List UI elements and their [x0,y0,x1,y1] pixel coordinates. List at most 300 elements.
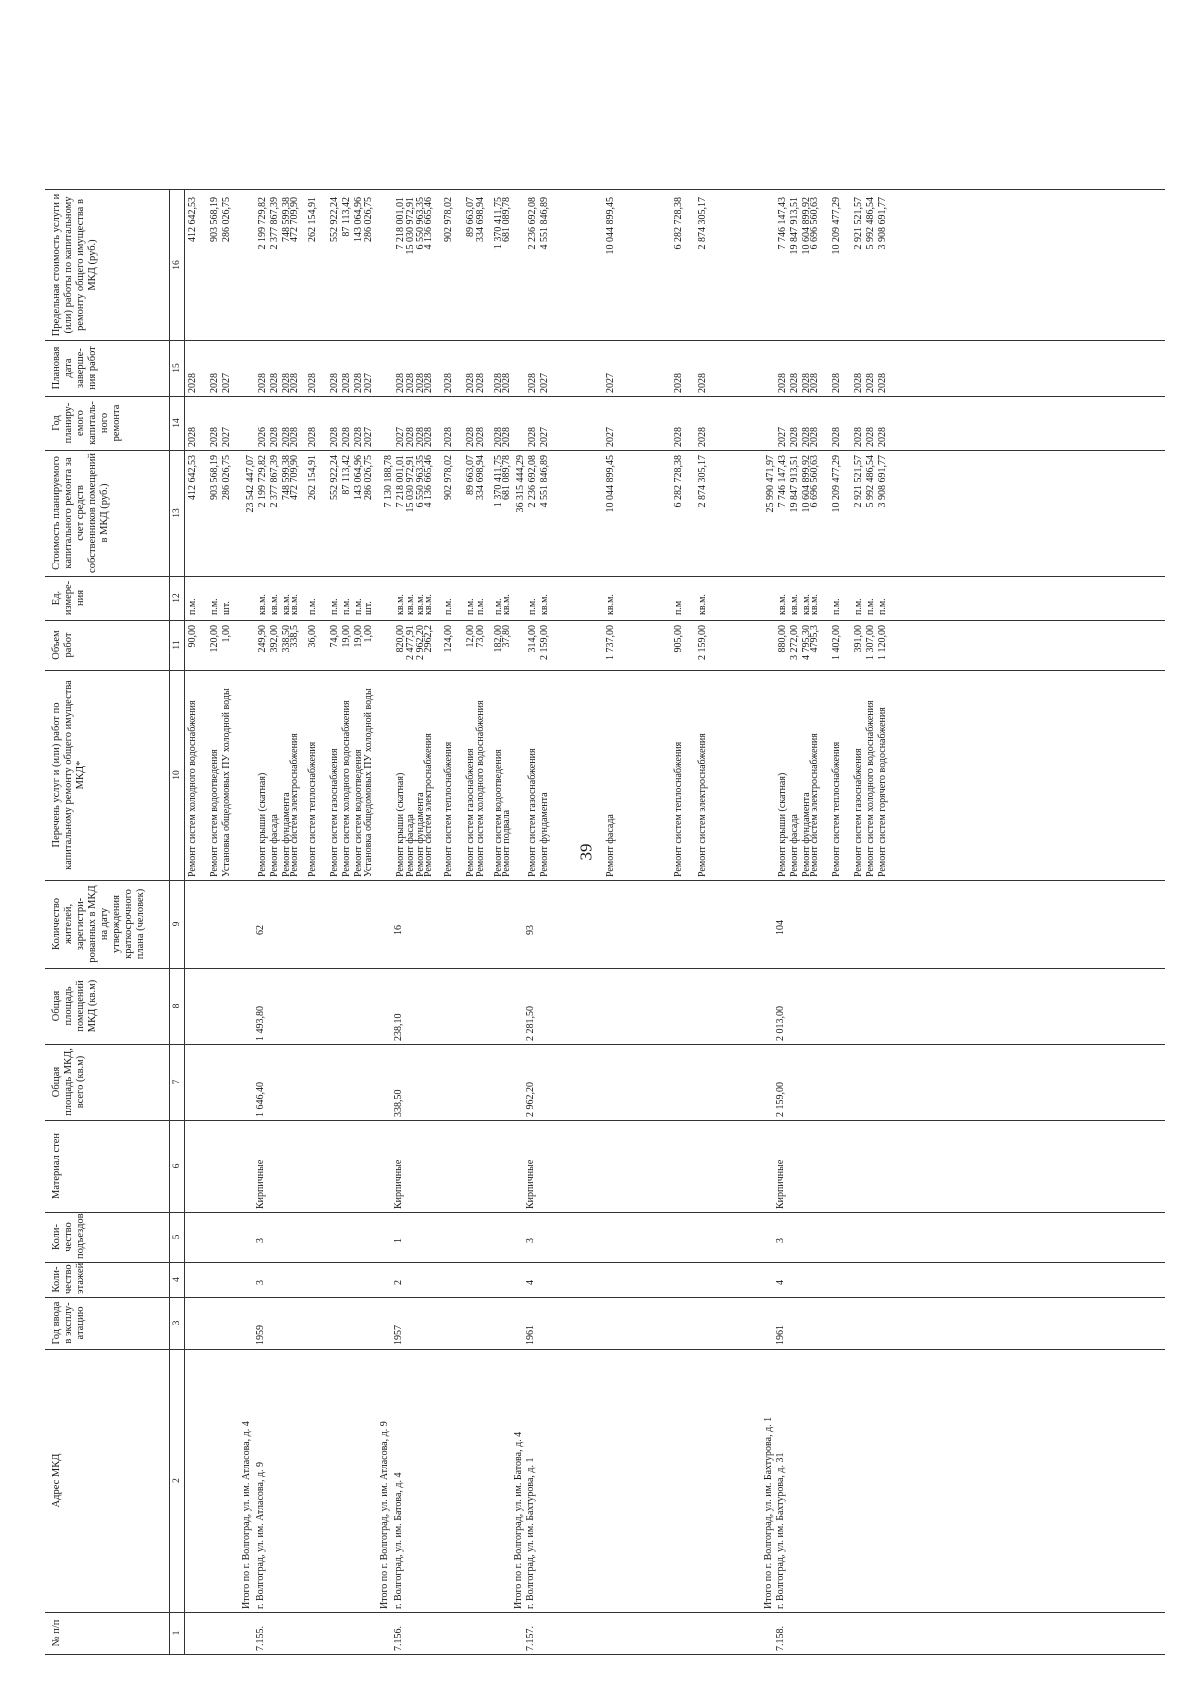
work-year: 2028 [801,427,812,447]
work-item: Ремонт фундамента [801,792,812,877]
work-cost: 334 698,94 [475,455,486,500]
work-limit-cost: 412 642,53 [187,197,198,242]
work-year: 2028 [673,427,684,447]
work-item: Ремонт систем газоснабжения [853,748,864,877]
work-year: 2028 [423,427,434,447]
work-unit: кв.м. [777,594,788,615]
work-cost: 2 921 521,57 [853,455,864,508]
address: г. Волгоград, ул. им. Батова, д. 4 [393,1472,404,1609]
column-9 [45,880,1165,969]
work-end-date: 2028 [697,373,708,393]
work-volume: 1 737,00 [605,625,616,660]
work-item: Ремонт систем холодного водоснабжения [475,700,486,877]
work-end-date: 2028 [405,373,416,393]
work-volume: 37,80 [501,625,512,648]
work-year: 2028 [307,427,318,447]
entrances: 1 [393,1238,404,1243]
work-cost: 87 113,42 [341,455,352,495]
work-item: Ремонт систем теплоснабжения [443,741,454,877]
commission-year: 1957 [393,1325,404,1345]
row-number: 7.157. [525,1626,536,1651]
work-item: Ремонт систем электроснабжения [697,733,708,877]
work-item: Ремонт систем электроснабжения [289,733,300,877]
work-end-date: 2028 [877,373,888,393]
work-volume: 19,00 [353,625,364,648]
work-year: 2027 [363,427,374,447]
work-unit: кв.м. [539,594,550,615]
work-unit: шт. [221,601,232,615]
work-unit: кв.м. [281,594,292,615]
work-cost: 262 154,91 [307,455,318,500]
work-limit-cost: 6 696 560,63 [809,197,820,250]
work-year: 2028 [831,427,842,447]
column-number-3: 3 [169,1297,185,1349]
work-cost: 6 550 963,35 [415,455,426,508]
work-limit-cost: 2 921 521,57 [853,197,864,250]
work-volume: 249,90 [257,625,268,653]
work-limit-cost: 10 209 477,29 [831,197,842,255]
work-item: Ремонт систем холодного водоснабжения [341,700,352,877]
work-volume: 2962,2 [423,625,434,653]
work-unit: кв.м. [697,594,708,615]
work-cost: 748 599,38 [281,455,292,500]
column-1 [45,1612,1165,1655]
work-cost: 2 199 729,82 [257,455,268,508]
column-header-14: Год планиру-емого капиталь-ного ремонта [51,401,122,445]
column-header-10: Перечень услуг и (или) работ по капитальному ремонту общего имущества МКД* [51,680,86,870]
column-number-1: 1 [169,1612,185,1654]
work-unit: кв.м. [415,594,426,615]
column-header-11: Объем работ [51,630,74,660]
work-item: Ремонт систем электроснабжения [809,733,820,877]
commission-year: 1961 [775,1325,786,1345]
work-item: Ремонт систем водоотведения [353,749,364,877]
work-cost: 903 568,19 [209,455,220,500]
work-limit-cost: 4 136 665,46 [423,197,434,250]
work-limit-cost: 15 030 972,91 [405,197,416,255]
row-number: 7.155. [255,1626,266,1651]
work-year: 2028 [209,427,220,447]
work-volume: 391,00 [853,625,864,653]
column-header-13: Стоимость планируемого капитального ремонта за счет средств собственников помещений в МКД (руб.) [51,453,110,573]
work-item: Ремонт крыши (скатная) [257,772,268,877]
work-end-date: 2028 [209,373,220,393]
work-end-date: 2028 [501,373,512,393]
work-year: 2026 [257,427,268,447]
work-limit-cost: 5 992 486,54 [865,197,876,250]
column-number-10: 10 [169,670,185,880]
work-unit: п.м. [329,598,340,615]
work-year: 2028 [493,427,504,447]
work-year: 2028 [865,427,876,447]
column-header-3: Год ввода в эксплу-атацию [51,1301,86,1345]
work-volume: 314,00 [527,625,538,653]
work-unit: п.м. [187,598,198,615]
work-cost: 286 026,75 [221,455,232,500]
work-end-date: 2028 [809,373,820,393]
total-area: 338,50 [393,1089,404,1117]
column-header-15: Плановая дата заверше-ния работ [51,346,98,390]
work-item: Установка общедомовых ПУ холодной воды [363,688,374,877]
work-limit-cost: 2 874 305,17 [697,197,708,250]
column-number-4: 4 [169,1262,185,1297]
work-volume: 19,00 [341,625,352,648]
address: г. Волгоград, ул. им. Атласова, д. 9 [255,1461,266,1609]
column-number-7: 7 [169,1044,185,1120]
work-cost: 7 130 188,78 [383,455,394,508]
work-cost: 36 315 444,29 [515,455,526,513]
column-2 [45,1349,1165,1613]
work-volume: 74,00 [329,625,340,648]
address: г. Волгоград, ул. им. Бахтурова, д. 1 [525,1457,536,1609]
column-header-6: Материал стен [51,1133,62,1199]
work-end-date: 2028 [443,373,454,393]
residents: 93 [525,925,536,935]
column-number-2: 2 [169,1349,185,1612]
work-volume: 2 159,00 [697,625,708,660]
subtotal-label: Итого по г. Волгоград, ул. им. Атласова, д. 4 [241,1421,252,1609]
work-volume: 1 307,00 [865,625,876,660]
column-header-16: Предельная стоимость услуги и (или) работы по капитальному ремонту общего имущества в МКД (руб.) [51,193,98,337]
work-limit-cost: 902 978,02 [443,197,454,242]
work-unit: шт. [363,601,374,615]
work-unit: п.м. [831,598,842,615]
work-year: 2028 [269,427,280,447]
work-limit-cost: 262 154,91 [307,197,318,242]
work-cost: 7 746 147,43 [777,455,788,508]
work-cost: 2 874 305,17 [697,455,708,508]
work-unit: п.м. [443,598,454,615]
work-year: 2028 [527,427,538,447]
work-item: Ремонт фасада [789,814,800,877]
work-volume: 392,00 [269,625,280,653]
work-end-date: 2028 [475,373,486,393]
work-cost: 5 992 486,54 [865,455,876,508]
subtotal-label: Итого по г. Волгоград, ул. им. Батова, д. 4 [513,1431,524,1609]
work-unit: п.м. [493,598,504,615]
page-number: 39 [576,843,596,861]
work-year: 2028 [281,427,292,447]
address: г. Волгоград, ул. им. Бахтурова, д. 31 [775,1452,786,1609]
work-end-date: 2027 [539,373,550,393]
work-item: Ремонт систем холодного водоснабжения [865,700,876,877]
work-volume: 1 402,00 [831,625,842,660]
work-unit: кв.м. [809,594,820,615]
work-year: 2028 [187,427,198,447]
premises-area: 2 281,50 [525,1006,536,1041]
work-item: Ремонт фундамента [281,792,292,877]
subtotal-label: Итого по г. Волгоград, ул. им. Бахтурова, д. 1 [763,1416,774,1609]
work-cost: 23 542 447,07 [245,455,256,513]
work-cost: 143 064,96 [353,455,364,500]
entrances: 3 [525,1238,536,1243]
work-limit-cost: 552 922,24 [329,197,340,242]
work-end-date: 2028 [423,373,434,393]
work-cost: 10 209 477,29 [831,455,842,513]
floors: 2 [393,1280,404,1285]
premises-area: 2 013,00 [775,1006,786,1041]
work-year: 2028 [329,427,340,447]
work-unit: кв.м. [789,594,800,615]
column-header-8: Общая площадь помещений МКД (кв.м) [51,979,98,1033]
work-year: 2028 [809,427,820,447]
work-limit-cost: 143 064,96 [353,197,364,242]
work-limit-cost: 3 908 691,77 [877,197,888,250]
work-volume: 905,00 [673,625,684,653]
wall-material: Кирпичные [525,1159,536,1209]
wall-material: Кирпичные [775,1159,786,1209]
row-number: 7.158. [775,1626,786,1651]
column-header-9: Количество жителей, зарегистри-рованных в МКД на дату утверждения краткосрочного плана (человек) [51,885,146,963]
work-item: Ремонт систем водоотведения [209,749,220,877]
work-unit: кв.м. [257,594,268,615]
residents: 16 [393,925,404,935]
work-end-date: 2028 [493,373,504,393]
work-end-date: 2028 [789,373,800,393]
work-end-date: 2028 [281,373,292,393]
work-item: Ремонт систем водоотведения [493,749,504,877]
work-limit-cost: 681 089,78 [501,197,512,242]
work-year: 2027 [395,427,406,447]
commission-year: 1959 [255,1325,266,1345]
wall-material: Кирпичные [393,1159,404,1209]
rotated-table [45,191,1165,1655]
work-item: Ремонт систем горячего водоснабжения [877,707,888,877]
work-end-date: 2027 [363,373,374,393]
work-item: Установка общедомовых ПУ холодной воды [221,688,232,877]
premises-area: 1 493,80 [255,1006,266,1041]
work-unit: п.м. [853,598,864,615]
work-item: Ремонт систем теплоснабжения [673,741,684,877]
work-end-date: 2028 [353,373,364,393]
work-volume: 4 795,30 [801,625,812,660]
work-year: 2028 [877,427,888,447]
work-volume: 338,5 [289,625,300,648]
work-volume: 2 159,00 [539,625,550,660]
work-unit: п.м. [353,598,364,615]
total-area: 1 646,40 [255,1082,266,1117]
work-year: 2028 [697,427,708,447]
work-item: Ремонт фундамента [539,792,550,877]
work-end-date: 2028 [673,373,684,393]
work-item: Ремонт систем газоснабжения [465,748,476,877]
work-limit-cost: 19 847 913,51 [789,197,800,255]
work-limit-cost: 10 604 899,92 [801,197,812,255]
work-year: 2027 [777,427,788,447]
work-volume: 36,00 [307,625,318,648]
column-number-13: 13 [169,450,185,576]
work-volume: 12,00 [465,625,476,648]
work-limit-cost: 6 550 963,35 [415,197,426,250]
work-cost: 3 908 691,77 [877,455,888,508]
work-end-date: 2028 [527,373,538,393]
work-limit-cost: 6 282 728,38 [673,197,684,250]
work-item: Ремонт крыши (скатная) [395,772,406,877]
column-header-7: Общая площадь МКД, всего (кв.м) [51,1048,86,1116]
column-7 [45,1044,1165,1121]
work-year: 2028 [289,427,300,447]
work-volume: 820,00 [395,625,406,653]
work-cost: 2 236 692,08 [527,455,538,508]
work-year: 2027 [539,427,550,447]
work-item: Ремонт фасада [405,814,416,877]
work-end-date: 2028 [187,373,198,393]
work-end-date: 2028 [395,373,406,393]
column-number-8: 8 [169,968,185,1044]
column-header-2: Адрес МКД [51,1453,62,1508]
work-volume: 4795,3 [809,625,820,653]
work-unit: п.м. [341,598,352,615]
work-volume: 73,00 [475,625,486,648]
column-number-5: 5 [169,1212,185,1262]
work-end-date: 2028 [307,373,318,393]
work-unit: п.м. [865,598,876,615]
work-end-date: 2028 [257,373,268,393]
work-item: Ремонт систем холодного водоснабжения [187,700,198,877]
work-end-date: 2028 [831,373,842,393]
work-volume: 90,00 [187,625,198,648]
work-year: 2028 [853,427,864,447]
work-end-date: 2028 [289,373,300,393]
work-item: Ремонт систем электроснабжения [423,733,434,877]
work-item: Ремонт подвала [501,809,512,877]
work-year: 2027 [221,427,232,447]
work-item: Ремонт крыши (скатная) [777,772,788,877]
work-cost: 552 922,24 [329,455,340,500]
work-volume: 1,00 [221,625,232,643]
work-limit-cost: 2 236 692,08 [527,197,538,250]
work-unit: кв.м. [801,594,812,615]
work-volume: 182,00 [493,625,504,653]
work-volume: 338,50 [281,625,292,653]
work-end-date: 2028 [777,373,788,393]
work-volume: 1 120,00 [877,625,888,660]
work-limit-cost: 286 026,75 [363,197,374,242]
work-cost: 4 136 665,46 [423,455,434,508]
work-volume: 124,00 [443,625,454,653]
column-number-15: 15 [169,340,185,396]
work-cost: 472 709,90 [289,455,300,500]
work-cost: 902 978,02 [443,455,454,500]
work-year: 2028 [443,427,454,447]
work-unit: кв.м. [289,594,300,615]
work-unit: кв.м. [605,594,616,615]
work-year: 2028 [465,427,476,447]
work-unit: кв.м. [423,594,434,615]
work-year: 2028 [341,427,352,447]
work-year: 2028 [415,427,426,447]
work-end-date: 2028 [415,373,426,393]
work-limit-cost: 2 199 729,82 [257,197,268,250]
work-unit: п.м. [527,598,538,615]
total-area: 2 962,20 [525,1082,536,1117]
floors: 4 [525,1280,536,1285]
work-year: 2027 [605,427,616,447]
work-cost: 1 370 411,75 [493,455,504,508]
work-item: Ремонт фасада [269,814,280,877]
column-4 [45,1262,1165,1298]
work-limit-cost: 2 377 867,39 [269,197,280,250]
work-cost: 6 282 728,38 [673,455,684,508]
floors: 3 [255,1280,266,1285]
work-unit: кв.м. [269,594,280,615]
work-end-date: 2028 [341,373,352,393]
work-cost: 89 663,07 [465,455,476,495]
column-number-11: 11 [169,620,185,670]
work-unit: п.м. [465,598,476,615]
work-unit: п.м [673,600,684,615]
work-item: Ремонт систем теплоснабжения [307,741,318,877]
work-unit: п.м. [877,598,888,615]
column-header-1: № п/п [51,1619,62,1647]
column-number-6: 6 [169,1120,185,1212]
residents: 62 [255,925,266,935]
work-cost: 286 026,75 [363,455,374,500]
entrances: 3 [775,1238,786,1243]
column-header-4: Коли-чество этажей [51,1262,86,1294]
work-limit-cost: 7 218 001,01 [395,197,406,250]
work-limit-cost: 4 551 846,89 [539,197,550,250]
work-unit: кв.м. [405,594,416,615]
work-item: Ремонт фасада [605,814,616,877]
entrances: 3 [255,1238,266,1243]
work-cost: 412 642,53 [187,455,198,500]
work-end-date: 2028 [801,373,812,393]
work-volume: 2 477,91 [405,625,416,660]
work-unit: п.м. [307,598,318,615]
work-unit: п.м. [209,598,220,615]
column-8 [45,968,1165,1045]
column-number-9: 9 [169,880,185,968]
column-3 [45,1297,1165,1350]
column-5 [45,1212,1165,1263]
work-item: Ремонт систем теплоснабжения [831,741,842,877]
row-number: 7.156. [393,1626,404,1651]
total-area: 2 159,00 [775,1082,786,1117]
work-volume: 120,00 [209,625,220,653]
work-cost: 19 847 913,51 [789,455,800,513]
work-year: 2028 [475,427,486,447]
work-limit-cost: 1 370 411,75 [493,197,504,250]
column-header-5: Коли-чество подъездов [51,1213,86,1259]
work-year: 2028 [789,427,800,447]
work-end-date: 2028 [329,373,340,393]
work-volume: 1,00 [363,625,374,643]
column-6 [45,1120,1165,1213]
work-end-date: 2028 [865,373,876,393]
work-cost: 4 551 846,89 [539,455,550,508]
work-end-date: 2028 [853,373,864,393]
work-limit-cost: 286 026,75 [221,197,232,242]
work-limit-cost: 472 709,90 [289,197,300,242]
work-year: 2028 [405,427,416,447]
work-cost: 6 696 560,63 [809,455,820,508]
subtotal-label: Итого по г. Волгоград, ул. им. Атласова, д. 9 [379,1421,390,1609]
column-number-12: 12 [169,576,185,620]
work-cost: 10 604 899,92 [801,455,812,513]
residents: 104 [775,920,786,935]
work-limit-cost: 87 113,42 [341,197,352,237]
wall-material: Кирпичные [255,1159,266,1209]
work-limit-cost: 748 599,38 [281,197,292,242]
work-limit-cost: 334 698,94 [475,197,486,242]
work-limit-cost: 89 663,07 [465,197,476,237]
column-number-14: 14 [169,396,185,450]
commission-year: 1961 [525,1325,536,1345]
work-volume: 3 272,00 [789,625,800,660]
work-cost: 25 990 471,97 [765,455,776,513]
work-unit: п.м. [475,598,486,615]
